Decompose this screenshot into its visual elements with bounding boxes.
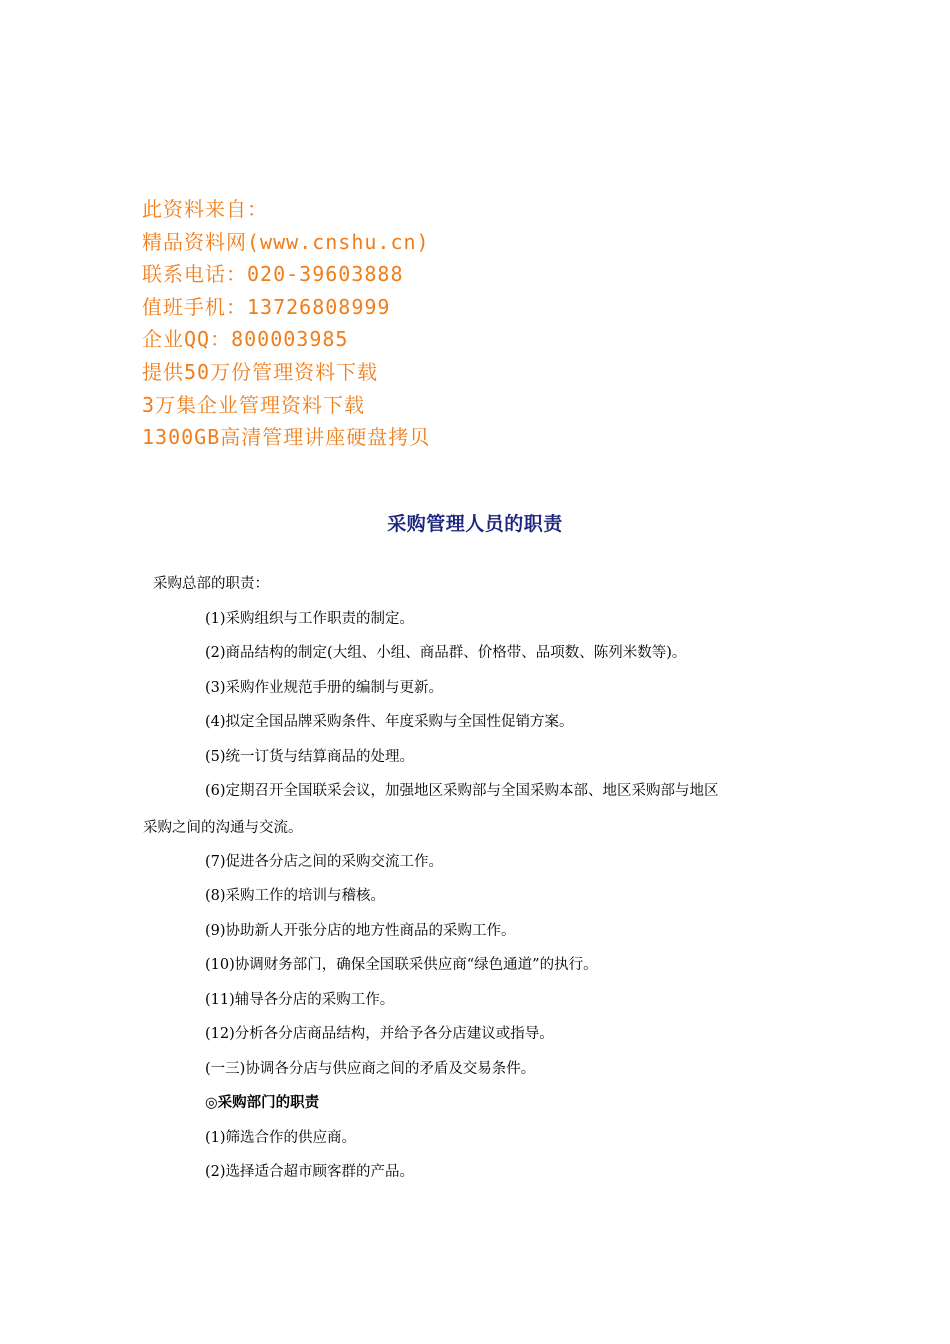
document-title: 采购管理人员的职责 bbox=[387, 513, 563, 535]
list-item: (7)促进各分店之间的采购交流工作。 bbox=[205, 854, 444, 870]
list-item: (1)筛选合作的供应商。 bbox=[205, 1130, 357, 1146]
list-item: (一三)协调各分店与供应商之间的矛盾及交易条件。 bbox=[205, 1061, 536, 1077]
list-item: (6)定期召开全国联采会议，加强地区采购部与全国采购本部、地区采购部与地区 bbox=[205, 783, 719, 799]
section-heading: ◎采购部门的职责 bbox=[205, 1095, 320, 1111]
list-item: (10)协调财务部门，确保全国联采供应商“绿色通道”的执行。 bbox=[205, 957, 598, 973]
list-item: (2)商品结构的制定(大组、小组、商品群、价格带、品项数、陈列米数等)。 bbox=[205, 645, 687, 661]
source-mobile-line: 值班手机：13726808999 bbox=[142, 294, 391, 319]
source-offer-line: 1300GB高清管理讲座硬盘拷贝 bbox=[142, 425, 431, 450]
source-offer-line: 提供50万份管理资料下载 bbox=[142, 359, 379, 384]
list-item: (3)采购作业规范手册的编制与更新。 bbox=[205, 680, 444, 696]
list-item: (12)分析各分店商品结构，并给予各分店建议或指导。 bbox=[205, 1026, 554, 1042]
source-offer-line: 3万集企业管理资料下载 bbox=[142, 392, 366, 417]
list-item: (4)拟定全国品牌采购条件、年度采购与全国性促销方案。 bbox=[205, 714, 574, 730]
list-item: (5)统一订货与结算商品的处理。 bbox=[205, 749, 415, 765]
list-item: (8)采购工作的培训与稽核。 bbox=[205, 888, 386, 904]
list-item: (2)选择适合超市顾客群的产品。 bbox=[205, 1164, 415, 1180]
list-item: (9)协助新人开张分店的地方性商品的采购工作。 bbox=[205, 923, 516, 939]
list-item: (11)辅导各分店的采购工作。 bbox=[205, 992, 395, 1008]
list-item: (1)采购组织与工作职责的制定。 bbox=[205, 611, 415, 627]
source-qq-line: 企业QQ：800003985 bbox=[142, 327, 349, 352]
list-item-continuation: 采购之间的沟通与交流。 bbox=[143, 820, 303, 836]
section-heading: 采购总部的职责： bbox=[153, 576, 269, 592]
source-info-line: 此资料来自： bbox=[142, 197, 268, 221]
source-info-block bbox=[142, 193, 562, 454]
source-phone-line: 联系电话：020-39603888 bbox=[142, 262, 404, 287]
source-website-line: 精品资料网(www.cnshu.cn) bbox=[142, 229, 430, 254]
